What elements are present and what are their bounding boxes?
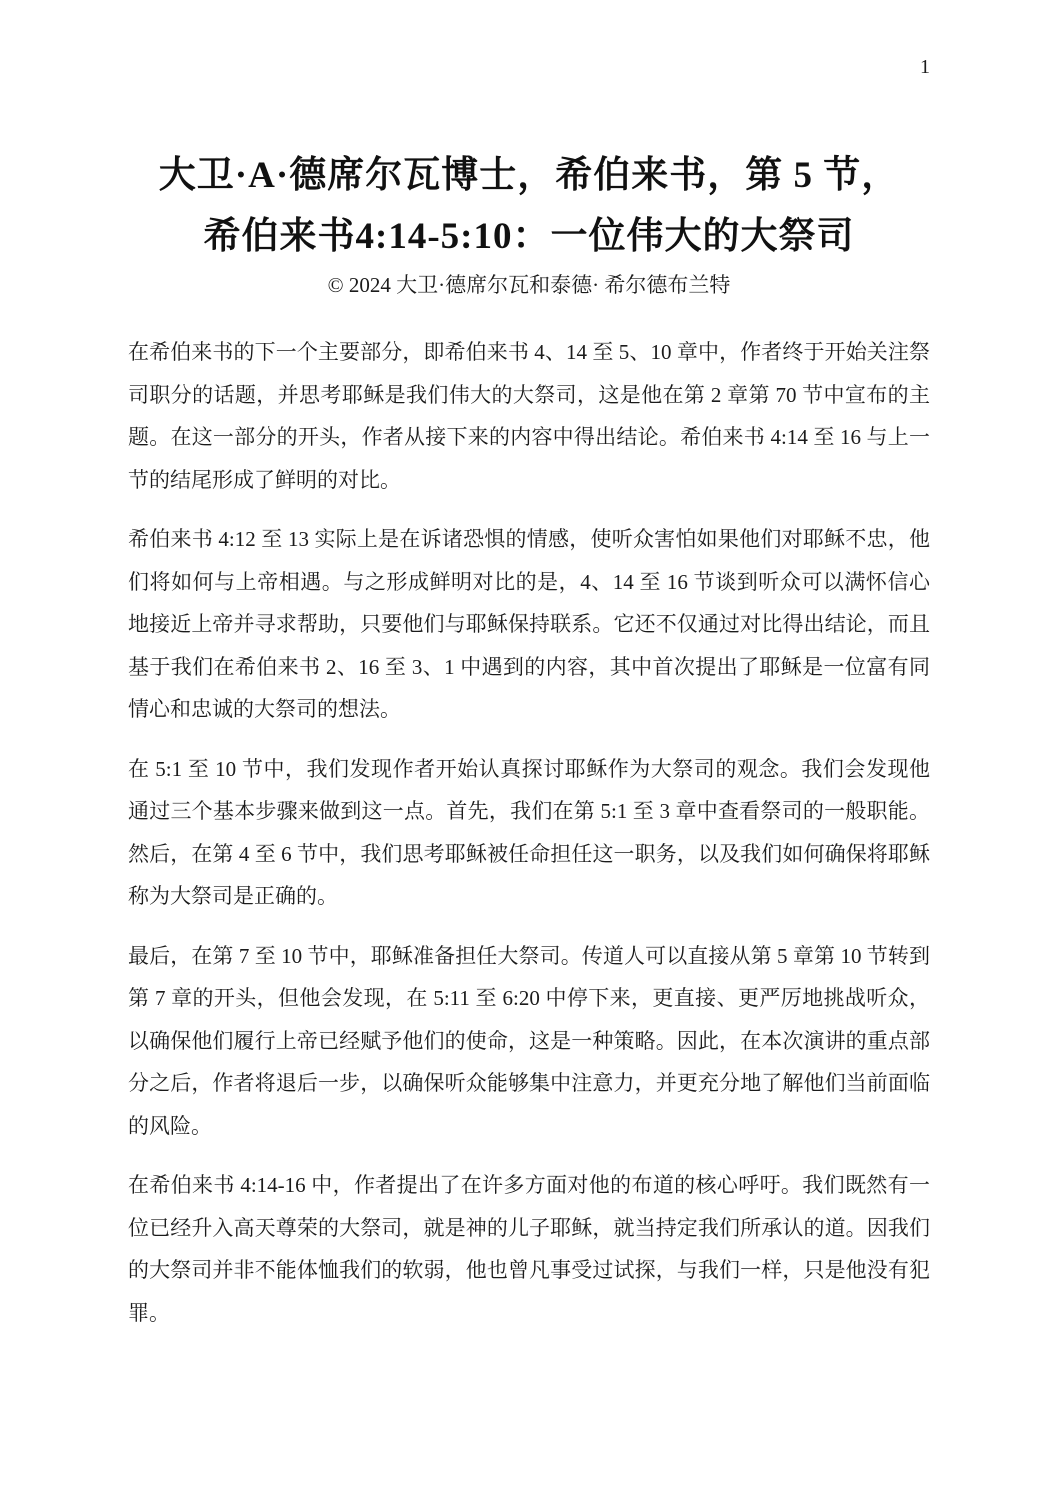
paragraph-4: 最后，在第 7 至 10 节中，耶稣准备担任大祭司。传道人可以直接从第 5 章第 10 节转到第 7 章的开头，但他会发现，在 5:11 至 6:20 中停下来，更直接、更严厉地挑战听众，以确保他们履行上帝已经赋予他们的使命，这是一种策略。因此，在本次演讲的重点部分之后，作者将退后一步，以确保听众能够集中注意力，并更充分地了解他们当前面临的风险。 (128, 943, 930, 1138)
paragraph-3: 在 5:1 至 10 节中，我们发现作者开始认真探讨耶稣作为大祭司的观念。我们会发现他通过三个基本步骤来做到这一点。首先，我们在第 5:1 至 3 章中查看祭司的一般职能。然后，在第 4 至 6 节中，我们思考耶稣被任命担任这一职务，以及我们如何确保将耶稣称为大祭司是正确的。 (128, 756, 930, 908)
title-line-1: 大卫·A·德席尔瓦博士，希伯来书，第 5 节， (158, 155, 900, 196)
paragraph-1: 在希伯来书的下一个主要部分，即希伯来书 4、14 至 5、10 章中，作者终于开始关注祭司职分的话题，并思考耶稣是我们伟大的大祭司，这是他在第 2 章第 70 节中宣布的主题。在这一部分的开头，作者从接下来的内容中得出结论。希伯来书 4:14 至 16 与上一节的结尾形成了鲜明的对比。 (128, 340, 930, 492)
paragraph-2: 希伯来书 4:12 至 13 实际上是在诉诸恐惧的情感，使听众害怕如果他们对耶稣不忠，他们将如何与上帝相遇。与之形成鲜明对比的是，4、14 至 16 节谈到听众可以满怀信心地接近上帝并寻求帮助，只要他们与耶稣保持联系。它还不仅通过对比得出结论，而且基于我们在希伯来书 2、16 至 3、1 中遇到的内容，其中首次提出了耶稣是一位富有同情心和忠诚的大祭司的想法。 (128, 527, 930, 721)
page-number: 1 (920, 56, 930, 78)
paragraph-5: 在希伯来书 4:14-16 中，作者提出了在许多方面对他的布道的核心呼吁。我们既然有一位已经升入高天尊荣的大祭司，就是神的儿子耶稣，就当持定我们所承认的道。因我们的大祭司并非不能体恤我们的软弱，他也曾凡事受过试探，与我们一样，只是他没有犯罪。 (128, 1173, 930, 1325)
document-title (128, 145, 930, 267)
document-body (128, 331, 930, 1334)
copyright-line: © 2024 大卫·德席尔瓦和泰德· 希尔德布兰特 (327, 273, 731, 297)
title-line-2: 希伯来书4:14-5:10：一位伟大的大祭司 (203, 216, 855, 257)
